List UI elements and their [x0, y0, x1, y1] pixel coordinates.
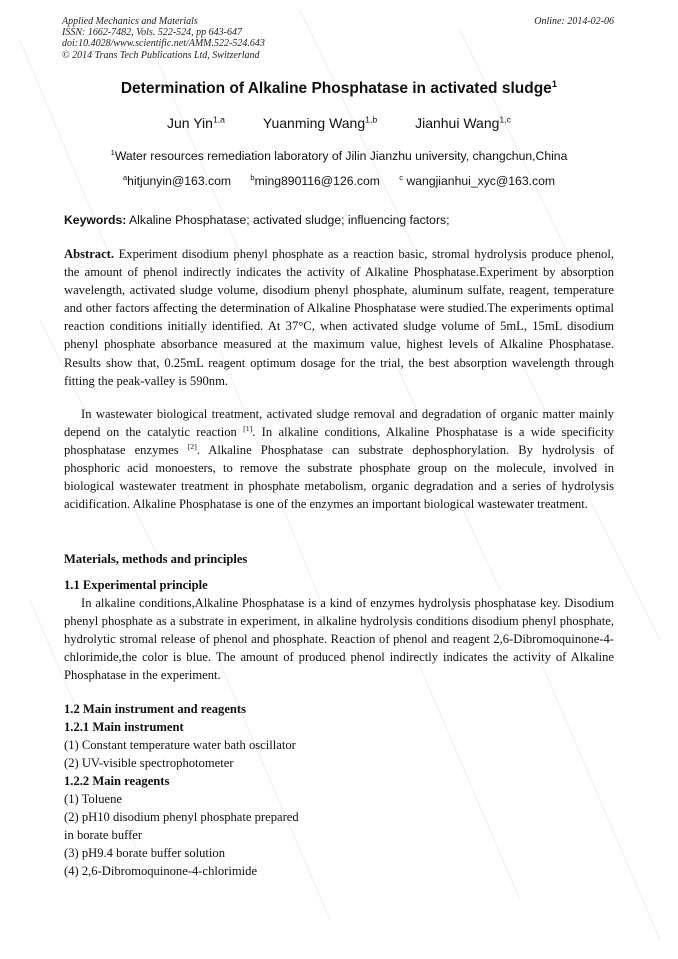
subsubsection-heading: 1.2.2 Main reagents — [64, 774, 170, 788]
copyright-line: © 2014 Trans Tech Publications Ltd, Switzerland — [62, 49, 260, 61]
affiliation: $^1$Water resources remediation laboratory of Jilin Jianzhu university, changchun,China — [110, 147, 568, 163]
author: Jianhui Wang$^{1,c}$ — [415, 114, 511, 131]
paper-title — [0, 80, 678, 98]
keywords-label: Keywords: — [64, 213, 127, 227]
abstract-text: Experiment disodium phenyl phosphate as a reaction basic, stromal hydrolysis produce phenol, the amount of phenol indirectly indicates the activity of Alkaline Phosphatase.Experiment by absorption wavelength, activated sludge volume, disodium phenyl phosphate, aluminum sulfate, reagent, temperature and other factors affecting the determination of Alkaline Phosphatase were studied.The experiments optimal reaction conditions initially identified. At 37°C, when activated sludge volume of 5mL, 15mL disodium phenyl phosphate absorbance measured at the maximum value, highest levels of Alkaline Phosphatase. Results show that, 0.25mL reagent optimum dosage for the trial, the best absorption wavelength through fitting the peak-valley is 590nm. — [64, 247, 614, 388]
author: Jun Yin$^{1,a}$ — [167, 114, 226, 131]
list-item: (2) pH10 disodium phenyl phosphate prepared — [64, 810, 299, 824]
title-text: Determination of Alkaline Phosphatase in activated sludge — [120, 80, 552, 97]
intro-paragraph: In wastewater biological treatment, activated sludge removal and degradation of organic matter mainly depend on the catalytic reaction [1]. In alkaline conditions, Alkaline Phosphatase is a wide specificity phosphatase enzymes [2]. Alkaline Phosphatase can substrate dephosphorylation. By hydrolysis of phosphoric acid monoesters, to remove the substrate phosphate group on the molecule, involved in biological wastewater treatment in phosphate metabolism, organic degradation and a series of hydrolysis acidification. Alkaline Phosphatase is one of the enzymes an important biological wastewater treatment. — [64, 407, 615, 512]
keywords — [64, 213, 449, 227]
subsection-heading: 1.1 Experimental principle — [64, 578, 208, 592]
keywords-text: Alkaline Phosphatase; activated sludge; influencing factors; — [126, 213, 450, 227]
list-item: (2) UV-visible spectrophotometer — [64, 756, 234, 770]
journal-name: Applied Mechanics and Materials — [62, 16, 198, 27]
subsubsection-heading: 1.2.1 Main instrument — [64, 720, 184, 734]
email: $^a$hitjunyin@163.com — [122, 172, 232, 188]
list-item: (1) Toluene — [64, 792, 122, 806]
subsection-heading: 1.2 Main instrument and reagents — [64, 702, 247, 716]
principle-paragraph: In alkaline conditions,Alkaline Phosphatase is a kind of enzymes hydrolysis phosphatase key. Disodium phenyl phosphate as a substrate in experiment, in alkaline hydrolysis conditions disodium phenyl phosphate, hydrolytic stromal release of phenol and phosphate. Reaction of phenol and reagent 2,6-Dibromoquinone-4-chlorimide,the color is blue. The amount of produced phenol indirectly indicates the activity of Alkaline Phosphatase in the experiment. — [64, 596, 614, 683]
issn-line: ISSN: 1662-7482, Vols. 522-524, pp 643-647 — [62, 27, 242, 39]
title-footnote-mark: 1 — [551, 78, 558, 90]
list-item: (4) 2,6-Dibromoquinone-4-chlorimide — [64, 864, 258, 878]
abstract-label: Abstract. — [64, 247, 115, 261]
author-list — [0, 115, 678, 131]
email: $^b$ming890116@126.com — [250, 172, 380, 188]
journal-header — [62, 16, 265, 61]
list-item: (1) Constant temperature water bath oscillator — [64, 738, 296, 752]
list-item: in borate buffer — [64, 828, 143, 842]
online-date: Online: 2014-02-06 — [534, 16, 614, 27]
doi-line: doi:10.4028/www.scientific.net/AMM.522-524.643 — [62, 38, 265, 50]
list-item: (3) pH9.4 borate buffer solution — [64, 846, 226, 860]
email: $^c$ wangjianhui_xyc@163.com — [399, 172, 556, 188]
section-heading: Materials, methods and principles — [64, 552, 248, 566]
citation: [2] — [187, 442, 197, 451]
author: Yuanming Wang$^{1,b}$ — [262, 114, 378, 131]
abstract — [64, 245, 614, 390]
citation: [1] — [243, 423, 253, 433]
author-emails — [0, 174, 678, 188]
